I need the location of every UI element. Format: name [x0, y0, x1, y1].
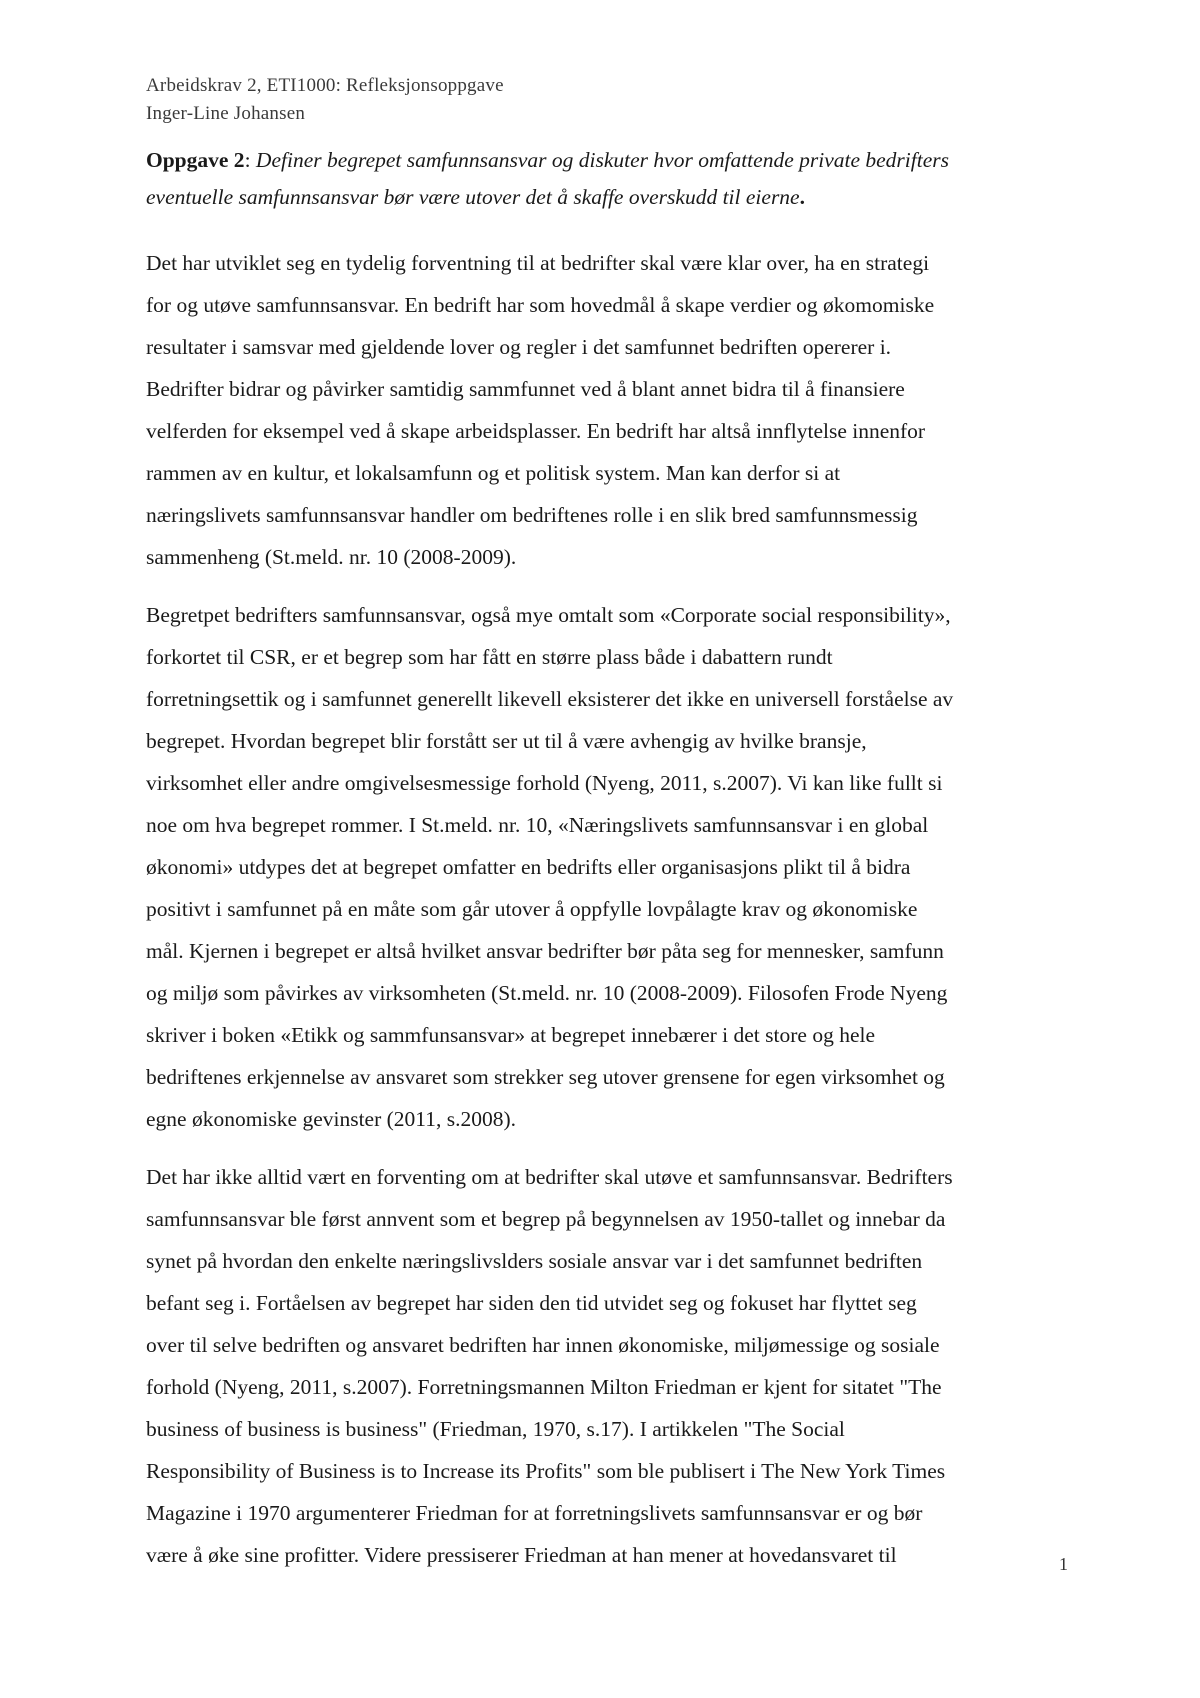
paragraph-line: forhold (Nyeng, 2011, s.2007). Forretningsmannen Milton Friedman er kjent for sitatet "The: [146, 1375, 942, 1399]
paragraph-line: Bedrifter bidrar og påvirker samtidig sammfunnet ved å blant annet bidra til å finansiere: [146, 377, 905, 401]
paragraph-line: næringslivets samfunnsansvar handler om bedriftenes rolle i en slik bred samfunnsmessig: [146, 503, 918, 527]
paragraph-line: positivt i samfunnet på en måte som går utover å oppfylle lovpålagte krav og økonomiske: [146, 897, 918, 921]
paragraph-line: forretningsettik og i samfunnet generellt likevell eksisterer det ikke en universell forståelse av: [146, 687, 954, 711]
task-colon: :: [244, 148, 256, 172]
paragraph-line: for og utøve samfunnsansvar. En bedrift har som hovedmål å skape verdier og økomomiske: [146, 293, 935, 317]
task-question-line-2: eventuelle samfunnsansvar bør være utover det å skaffe overskudd til eierne: [146, 185, 800, 209]
paragraph-line: velferden for eksempel ved å skape arbeidsplasser. En bedrift har altså innflytelse innenfor: [146, 419, 926, 443]
paragraph-line: rammen av en kultur, et lokalsamfunn og et politisk system. Man kan derfor si at: [146, 461, 841, 485]
document-header: [146, 72, 504, 128]
body-text: [146, 242, 1076, 1592]
paragraph-line: over til selve bedriften og ansvaret bedriften har innen økonomiske, miljømessige og sosiale: [146, 1333, 940, 1357]
header-course-title: Arbeidskrav 2, ETI1000: Refleksjonsoppgave: [146, 75, 504, 96]
paragraph-line: bedriftenes erkjennelse av ansvaret som strekker seg utover grensene for egen virksomhet og: [146, 1065, 945, 1089]
paragraph-line: synet på hvordan den enkelte næringslivslders sosiale ansvar var i det samfunnet bedriften: [146, 1249, 923, 1273]
paragraph-line: begrepet. Hvordan begrepet blir forstått ser ut til å være avhengig av hvilke bransje,: [146, 729, 867, 753]
paragraph-3: [146, 1156, 1076, 1576]
paragraph-line: virksomhet eller andre omgivelsesmessige forhold (Nyeng, 2011, s.2007). Vi kan like fullt si: [146, 771, 943, 795]
paragraph-line: sammenheng (St.meld. nr. 10 (2008-2009).: [146, 545, 517, 569]
task-question-line-1: Definer begrepet samfunnsansvar og diskuter hvor omfattende private bedrifters: [255, 148, 949, 172]
paragraph-line: Magazine i 1970 argumenterer Friedman for at forretningslivets samfunnsansvar er og bør: [146, 1501, 923, 1525]
paragraph-2: [146, 594, 1076, 1140]
paragraph-line: business of business is business" (Friedman, 1970, s.17). I artikkelen "The Social: [146, 1417, 845, 1441]
paragraph-1: [146, 242, 1076, 578]
paragraph-line: Begretpet bedrifters samfunnsansvar, også mye omtalt som «Corporate social responsibility»,: [146, 603, 951, 627]
paragraph-line: forkortet til CSR, er et begrep som har fått en større plass både i dabattern rundt: [146, 645, 833, 669]
paragraph-line: samfunnsansvar ble først annvent som et begrep på begynnelsen av 1950-tallet og innebar da: [146, 1207, 946, 1231]
header-author: Inger-Line Johansen: [146, 103, 306, 124]
paragraph-line: Det har utviklet seg en tydelig forventning til at bedrifter skal være klar over, ha en strategi: [146, 251, 930, 275]
paragraph-line: noe om hva begrepet rommer. I St.meld. nr. 10, «Næringslivets samfunnsansvar i en global: [146, 813, 929, 837]
paragraph-line: skriver i boken «Etikk og sammfunsansvar» at begrepet innebærer i det store og hele: [146, 1023, 876, 1047]
paragraph-line: resultater i samsvar med gjeldende lover og regler i det samfunnet bedriften opererer i.: [146, 335, 892, 359]
task-period: .: [799, 185, 805, 209]
paragraph-line: egne økonomiske gevinster (2011, s.2008).: [146, 1107, 517, 1131]
paragraph-line: befant seg i. Fortåelsen av begrepet har siden den tid utvidet seg og fokuset har flyttet seg: [146, 1291, 917, 1315]
task-label: Oppgave 2: [146, 148, 245, 172]
paragraph-line: mål. Kjernen i begrepet er altså hvilket ansvar bedrifter bør påta seg for mennesker, samfunn: [146, 939, 944, 963]
paragraph-line: økonomi» utdypes det at begrepet omfatter en bedrifts eller organisasjons plikt til å bidra: [146, 855, 911, 879]
paragraph-line: være å øke sine profitter. Videre pressiserer Friedman at han mener at hovedansvaret til: [146, 1543, 897, 1567]
paragraph-line: Responsibility of Business is to Increase its Profits" som ble publisert i The New York Times: [146, 1459, 946, 1483]
paragraph-line: og miljø som påvirkes av virksomheten (St.meld. nr. 10 (2008-2009). Filosofen Frode Nyeng: [146, 981, 948, 1005]
paragraph-line: Det har ikke alltid vært en forventing om at bedrifter skal utøve et samfunnsansvar. Bedrifters: [146, 1165, 953, 1189]
task-heading: [146, 142, 1066, 216]
page-number: 1: [1059, 1554, 1068, 1574]
